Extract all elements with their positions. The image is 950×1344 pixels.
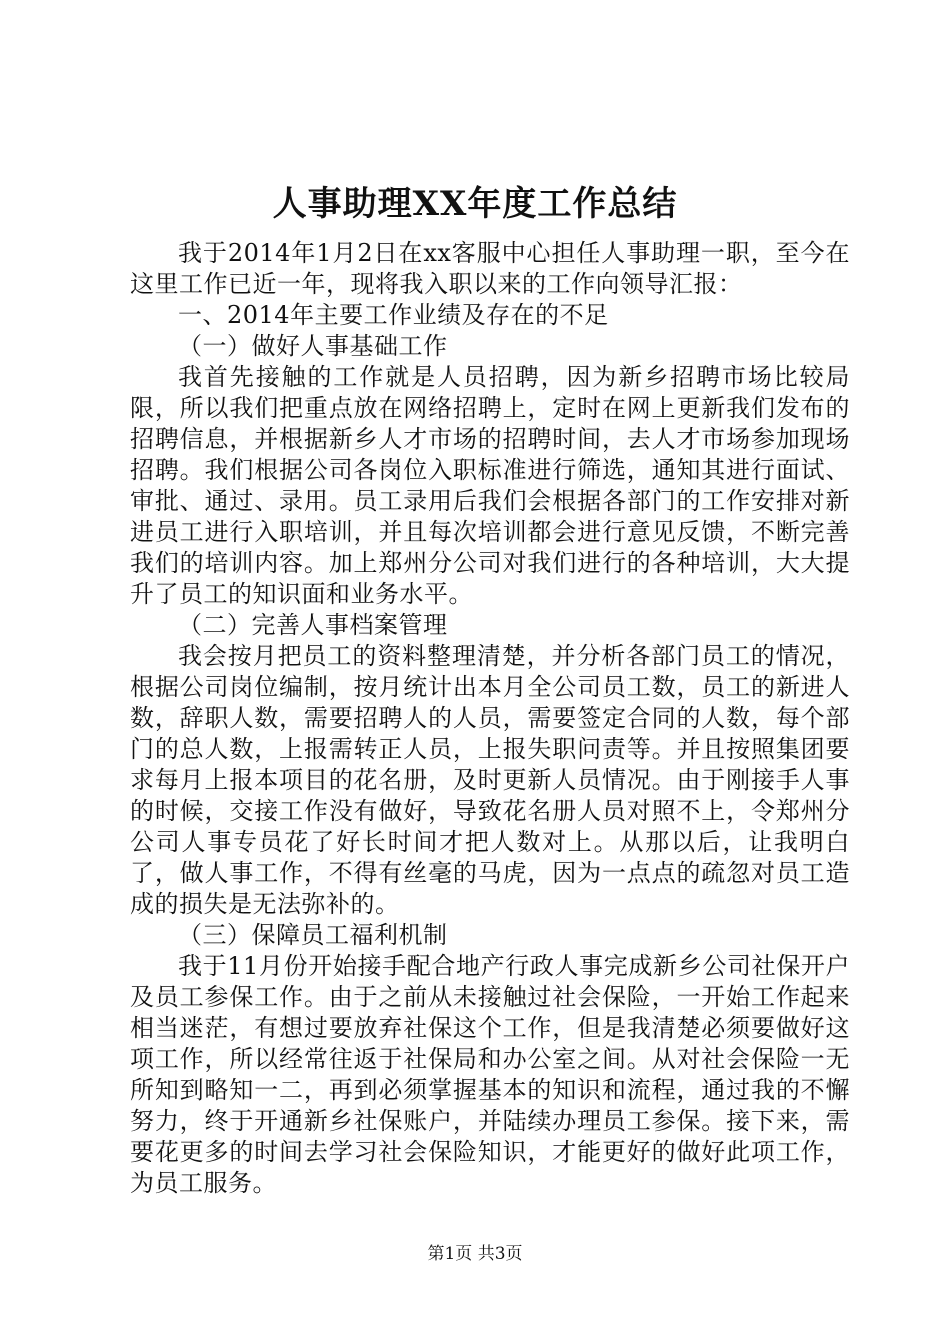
document-title: 人事助理XX年度工作总结 [272, 184, 678, 224]
section-heading: 一、2014年主要工作业绩及存在的不足 [178, 301, 609, 329]
subsection-paragraph-2: 我会按月把员工的资料整理清楚，并分析各部门员工的情况，根据公司岗位编制，按月统计出本月全公司员工数，员工的新进人数，辞职人数，需要招聘人的人员，需要签定合同的人数，每个部门的总人数，上报需转正人员，上报失职问责等。并且按照集团要求每月上报本项目的花名册，及时更新人员情况。由于刚接手人事的时候，交接工作没有做好，导致花名册人员对照不上，令郑州分公司人事专员花了好长时间才把人数对上。从那以后，让我明白了，做人事工作，不得有丝毫的马虎，因为一点点的疏忽对员工造成的损失是无法弥补的。 [130, 642, 850, 918]
subsection-heading-3: （三）保障员工福利机制 [178, 921, 448, 949]
subsection-paragraph-3: 我于11月份开始接手配合地产行政人事完成新乡公司社保开户及员工参保工作。由于之前从未接触过社会保险，一开始工作起来相当迷茫，有想过要放弃社保这个工作，但是我清楚必须要做好这项工作，所以经常往返于社保局和办公室之间。从对社会保险一无所知到略知一二，再到必须掌握基本的知识和流程，通过我的不懈努力，终于开通新乡社保账户，并陆续办理员工参保。接下来，需要花更多的时间去学习社会保险知识，才能更好的做好此项工作，为员工服务。 [130, 952, 850, 1197]
document-body [130, 238, 850, 1199]
page-footer: 第1页 共3页 [427, 1244, 523, 1264]
subsection-paragraph-1: 我首先接触的工作就是人员招聘，因为新乡招聘市场比较局限，所以我们把重点放在网络招聘上，定时在网上更新我们发布的招聘信息，并根据新乡人才市场的招聘时间，去人才市场参加现场招聘。我们根据公司各岗位入职标准进行筛选，通知其进行面试、审批、通过、录用。员工录用后我们会根据各部门的工作安排对新进员工进行入职培训，并且每次培训都会进行意见反馈，不断完善我们的培训内容。加上郑州分公司对我们进行的各种培训，大大提升了员工的知识面和业务水平。 [130, 363, 850, 608]
intro-paragraph: 我于2014年1月2日在xx客服中心担任人事助理一职，至今在这里工作已近一年，现将我入职以来的工作向领导汇报： [130, 239, 850, 298]
subsection-heading-1: （一）做好人事基础工作 [178, 332, 448, 360]
subsection-heading-2: （二）完善人事档案管理 [178, 611, 448, 639]
